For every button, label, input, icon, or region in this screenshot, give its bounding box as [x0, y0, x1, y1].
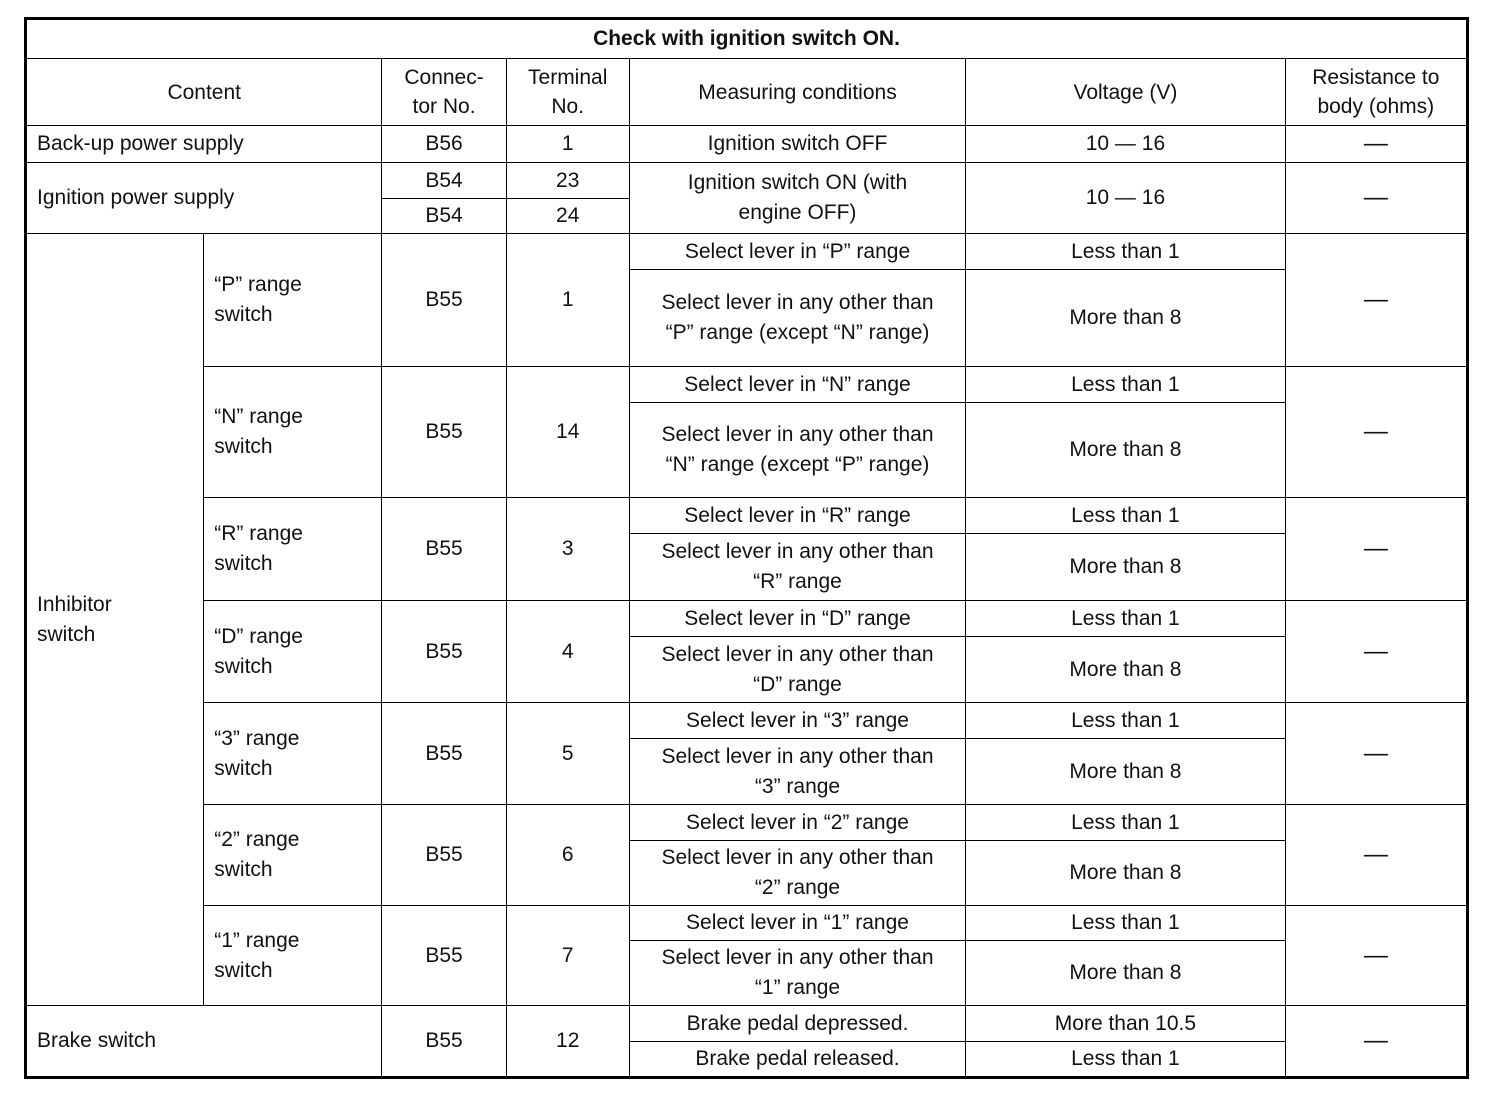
condition-cell: Select lever in “3” range: [629, 703, 965, 739]
header-conditions: Measuring conditions: [629, 59, 965, 126]
voltage-cell: More than 8: [966, 270, 1285, 367]
condition-cell: Select lever in “D” range: [629, 601, 965, 637]
resistance-cell: —: [1285, 805, 1467, 906]
terminal-cell: 24: [506, 199, 629, 234]
condition-cell: Ignition switch OFF: [629, 126, 965, 163]
terminal-cell: 4: [506, 601, 629, 703]
terminal-cell: 5: [506, 703, 629, 805]
terminal-cell: 14: [506, 367, 629, 498]
table-row: [26, 234, 1468, 270]
connector-cell: B55: [382, 601, 506, 703]
header-terminal: Terminal No.: [506, 59, 629, 126]
connector-cell: B55: [382, 703, 506, 805]
switch-name-cell: “D” range switch: [204, 601, 382, 703]
connector-cell: B55: [382, 234, 506, 367]
connector-cell: B54: [382, 199, 506, 234]
connector-cell: B55: [382, 1006, 506, 1078]
resistance-cell: —: [1285, 367, 1467, 498]
voltage-cell: Less than 1: [966, 498, 1285, 534]
terminal-cell: 12: [506, 1006, 629, 1078]
resistance-cell: —: [1285, 601, 1467, 703]
connector-cell: B54: [382, 163, 506, 199]
condition-cell: Select lever in “P” range: [629, 234, 965, 270]
voltage-cell: 10 — 16: [966, 163, 1285, 234]
terminal-cell: 1: [506, 234, 629, 367]
table-row: [26, 367, 1468, 403]
table-row: [26, 1006, 1468, 1042]
connector-cell: B55: [382, 906, 506, 1006]
voltage-cell: Less than 1: [966, 906, 1285, 941]
resistance-cell: —: [1285, 1006, 1467, 1078]
condition-cell: Select lever in “2” range: [629, 805, 965, 841]
voltage-cell: Less than 1: [966, 1042, 1285, 1078]
condition-cell: Select lever in “R” range: [629, 498, 965, 534]
table-row: [26, 163, 1468, 199]
table-row: [26, 906, 1468, 941]
voltage-cell: More than 8: [966, 739, 1285, 805]
condition-cell: Select lever in any other than “3” range: [629, 739, 965, 805]
connector-cell: B56: [382, 126, 506, 163]
voltage-cell: More than 10.5: [966, 1006, 1285, 1042]
voltage-cell: Less than 1: [966, 601, 1285, 637]
ignition-check-table: [24, 17, 1469, 1079]
condition-cell: Select lever in any other than “1” range: [629, 941, 965, 1006]
condition-cell: Brake pedal released.: [629, 1042, 965, 1078]
resistance-cell: —: [1285, 126, 1467, 163]
condition-cell: Select lever in any other than “N” range (except “P” range): [629, 403, 965, 498]
terminal-cell: 1: [506, 126, 629, 163]
condition-cell: Ignition switch ON (with engine OFF): [629, 163, 965, 234]
connector-cell: B55: [382, 367, 506, 498]
connector-cell: B55: [382, 805, 506, 906]
header-voltage: Voltage (V): [966, 59, 1285, 126]
content-cell: Inhibitor switch: [26, 234, 204, 1006]
header-resistance: Resistance to body (ohms): [1285, 59, 1467, 126]
condition-cell: Select lever in any other than “R” range: [629, 534, 965, 601]
voltage-cell: Less than 1: [966, 805, 1285, 841]
switch-name-cell: “N” range switch: [204, 367, 382, 498]
content-cell: Back-up power supply: [26, 126, 382, 163]
voltage-cell: Less than 1: [966, 367, 1285, 403]
condition-cell: Select lever in any other than “2” range: [629, 841, 965, 906]
switch-name-cell: “1” range switch: [204, 906, 382, 1006]
condition-cell: Select lever in “1” range: [629, 906, 965, 941]
connector-cell: B55: [382, 498, 506, 601]
content-cell: Ignition power supply: [26, 163, 382, 234]
voltage-cell: Less than 1: [966, 234, 1285, 270]
voltage-cell: More than 8: [966, 941, 1285, 1006]
resistance-cell: —: [1285, 906, 1467, 1006]
switch-name-cell: “P” range switch: [204, 234, 382, 367]
condition-cell: Select lever in any other than “D” range: [629, 637, 965, 703]
content-cell: Brake switch: [26, 1006, 382, 1078]
terminal-cell: 6: [506, 805, 629, 906]
resistance-cell: —: [1285, 163, 1467, 234]
terminal-cell: 23: [506, 163, 629, 199]
resistance-cell: —: [1285, 703, 1467, 805]
switch-name-cell: “3” range switch: [204, 703, 382, 805]
resistance-cell: —: [1285, 234, 1467, 367]
condition-cell: Select lever in any other than “P” range (except “N” range): [629, 270, 965, 367]
header-connector: Connec- tor No.: [382, 59, 506, 126]
table-row: [26, 498, 1468, 534]
voltage-cell: More than 8: [966, 637, 1285, 703]
switch-name-cell: “R” range switch: [204, 498, 382, 601]
table-title: Check with ignition switch ON.: [26, 19, 1468, 59]
condition-cell: Brake pedal depressed.: [629, 1006, 965, 1042]
condition-cell: Select lever in “N” range: [629, 367, 965, 403]
table-row: [26, 126, 1468, 163]
terminal-cell: 3: [506, 498, 629, 601]
voltage-cell: 10 — 16: [966, 126, 1285, 163]
terminal-cell: 7: [506, 906, 629, 1006]
switch-name-cell: “2” range switch: [204, 805, 382, 906]
table-row: [26, 805, 1468, 841]
voltage-cell: More than 8: [966, 841, 1285, 906]
table-row: [26, 601, 1468, 637]
header-content: Content: [26, 59, 382, 126]
voltage-cell: More than 8: [966, 403, 1285, 498]
table-row: [26, 703, 1468, 739]
voltage-cell: More than 8: [966, 534, 1285, 601]
resistance-cell: —: [1285, 498, 1467, 601]
voltage-cell: Less than 1: [966, 703, 1285, 739]
